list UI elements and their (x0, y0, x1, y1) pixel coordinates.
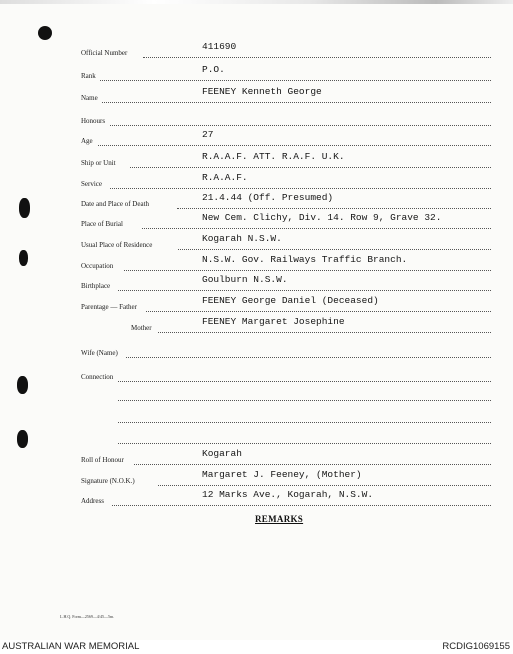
field-value: N.S.W. Gov. Railways Traffic Branch. (202, 254, 408, 265)
field-line (112, 505, 491, 506)
field-usual-residence (0, 234, 513, 254)
field-label: Birthplace (81, 282, 111, 290)
field-ship-or-unit (0, 152, 513, 172)
field-label: Ship or Unit (81, 159, 116, 167)
footer-id: RCDIG1069155 (442, 641, 510, 652)
field-label: Occupation (81, 262, 114, 270)
field-line (134, 464, 491, 465)
field-label: Mother (131, 324, 152, 332)
field-line (110, 125, 491, 126)
field-rank (0, 65, 513, 85)
field-line (124, 270, 491, 271)
field-value: Kogarah (202, 448, 242, 459)
field-wife (0, 342, 513, 362)
field-line (118, 290, 491, 291)
scan-edge (0, 0, 513, 4)
field-mother (0, 317, 513, 337)
punch-hole-top (38, 26, 52, 40)
field-line (177, 208, 491, 209)
field-date-place-death (0, 193, 513, 213)
field-label: Name (81, 94, 98, 102)
field-value: FEENEY Kenneth George (202, 86, 322, 97)
field-value: R.A.A.F. (202, 172, 248, 183)
field-line (178, 249, 491, 250)
field-birthplace (0, 275, 513, 295)
connection-line-2 (118, 400, 491, 401)
remarks-heading: REMARKS (255, 514, 304, 524)
field-value: 27 (202, 129, 214, 140)
field-label: Honours (81, 117, 106, 125)
field-label: Official Number (81, 49, 128, 57)
field-service (0, 173, 513, 193)
print-note: L.H.Q. Form—2569—4/45—5m. (60, 614, 115, 619)
field-value: R.A.A.F. ATT. R.A.F. U.K. (202, 151, 345, 162)
field-line (143, 57, 491, 58)
field-value: FEENEY Margaret Josephine (202, 316, 345, 327)
field-address (0, 490, 513, 510)
field-line (126, 357, 491, 358)
field-line (158, 485, 491, 486)
field-label: Rank (81, 72, 96, 80)
field-line (158, 332, 491, 333)
footer-source: AUSTRALIAN WAR MEMORIAL (2, 641, 140, 652)
field-honours (0, 110, 513, 130)
field-signature (0, 470, 513, 490)
field-value: New Cem. Clichy, Div. 14. Row 9, Grave 32. (202, 212, 442, 223)
field-label: Date and Place of Death (81, 200, 150, 208)
field-label: Roll of Honour (81, 456, 124, 464)
field-age (0, 130, 513, 150)
field-father (0, 296, 513, 316)
field-line (110, 188, 491, 189)
field-value: Goulburn N.S.W. (202, 274, 288, 285)
field-value: FEENEY George Daniel (Deceased) (202, 295, 379, 306)
field-line (146, 311, 491, 312)
connection-line-3 (118, 422, 491, 423)
field-place-of-burial (0, 213, 513, 233)
field-label: Wife (Name) (81, 349, 118, 357)
field-line (142, 228, 491, 229)
field-line (118, 381, 491, 382)
field-occupation (0, 255, 513, 275)
archive-footer (0, 640, 513, 654)
field-line (130, 167, 491, 168)
field-value: P.O. (202, 64, 225, 75)
field-value: 411690 (202, 41, 237, 52)
field-line (102, 102, 491, 103)
field-connection (0, 366, 513, 386)
punch-hole-4 (17, 430, 28, 448)
field-value: Margaret J. Feeney, (Mother) (202, 469, 362, 480)
field-roll-of-honour (0, 449, 513, 469)
field-official-number (0, 42, 513, 62)
field-name (0, 87, 513, 107)
field-label: Address (81, 497, 104, 505)
field-label: Signature (N.O.K.) (81, 477, 135, 485)
field-label: Age (81, 137, 93, 145)
field-label: Service (81, 180, 102, 188)
field-value: 21.4.44 (Off. Presumed) (202, 192, 334, 203)
field-value: Kogarah N.S.W. (202, 233, 282, 244)
field-label: Place of Burial (81, 220, 123, 228)
field-label: Usual Place of Residence (81, 241, 153, 249)
field-value: 12 Marks Ave., Kogarah, N.S.W. (202, 489, 374, 500)
connection-line-4 (118, 443, 491, 444)
field-label: Connection (81, 373, 114, 381)
field-label: Parentage — Father (81, 303, 137, 311)
field-line (100, 80, 491, 81)
field-line (98, 145, 491, 146)
